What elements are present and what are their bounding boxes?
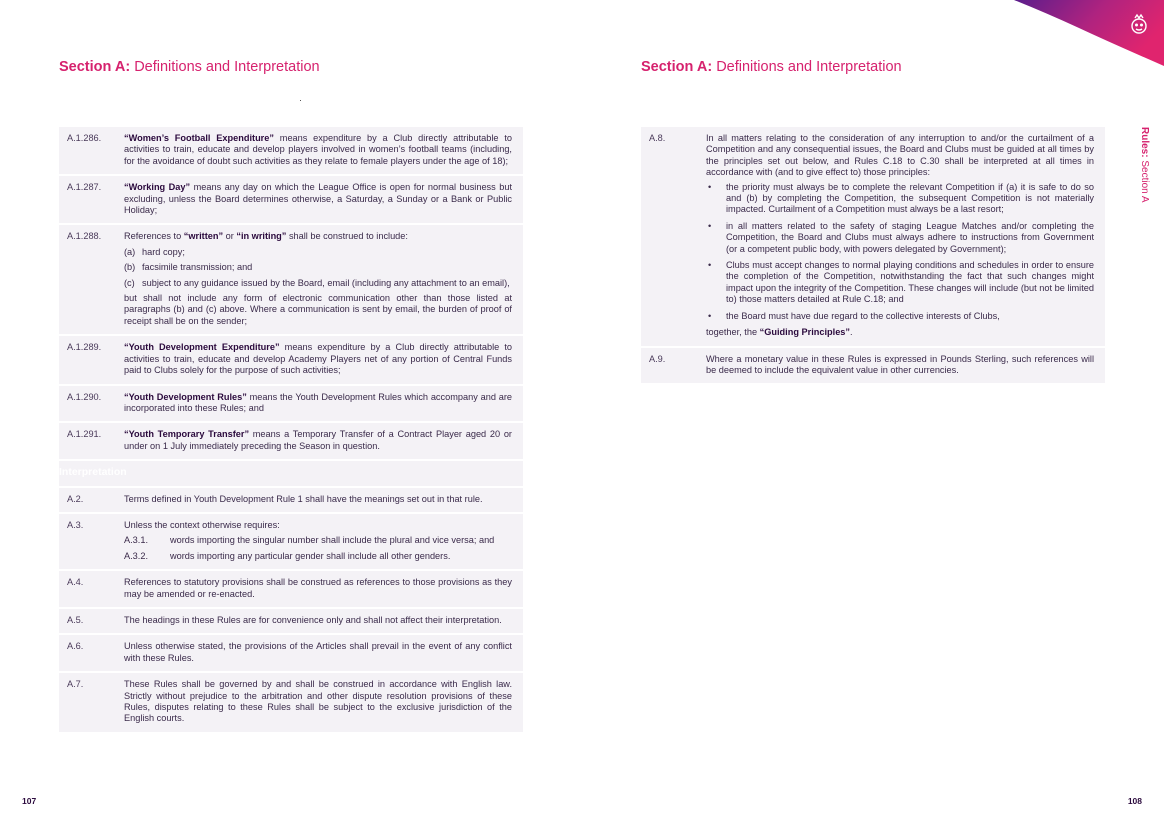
rule-text: The headings in these Rules are for convenience only and shall not affect their interpretation. bbox=[124, 609, 523, 635]
table-row bbox=[59, 673, 523, 734]
rule-number: A.1.290. bbox=[59, 386, 124, 424]
rule-text: “Youth Development Expenditure” means expenditure by a Club directly attributable to activities to train, educate and develop Academy Players net of any portion of Central Funds paid to Clubs solely for the purpose of such activities; bbox=[124, 336, 523, 385]
interpretation-title: Interpretation bbox=[59, 461, 523, 487]
rule-number: A.1.291. bbox=[59, 423, 124, 461]
right-page bbox=[582, 0, 1164, 825]
rule-text: In all matters relating to the consideration of any interruption to and/or the curtailment of a Competition and any consequential issues, the Board and Clubs must be guided at all times by the principles set out below, and Rules C.18 to C.30 shall be interpreted at all times in accordance with (and to give effect to) those principles: • the priority must always be to complete the relevant Competition if (a) it is safe to do so and (b) by completing the Competition, the subsequent Competition is not materially impacted. Curtailment of a Competition must always be a last resort; • in all matters related to the safety of staging League Matches and/or completing the Competition, the Board and Clubs must always adhere to instructions from Government (or a competent public body, with powers delegated by Government); • Clubs must accept changes to normal playing conditions and schedules in order to ensure the completion of the Competition, notwithstanding the fact that such changes might impact upon the integrity of the Competition. These changes will include (but not be limited to) those matters detailed at Rule C.18; and • the Board must have due regard to the collective interests of Clubs, together, the “Guiding Principles”. bbox=[706, 127, 1105, 348]
rule-number: A.7. bbox=[59, 673, 124, 734]
table-row bbox=[59, 571, 523, 609]
definitions-table bbox=[59, 127, 523, 734]
rule-number: A.1.286. bbox=[59, 127, 124, 176]
table-row bbox=[59, 514, 523, 571]
rule-number: A.2. bbox=[59, 488, 124, 514]
table-row bbox=[59, 488, 523, 514]
rule-number: A.1.288. bbox=[59, 225, 124, 336]
brand-swoosh bbox=[1014, 0, 1164, 70]
rule-number: A.6. bbox=[59, 635, 124, 673]
rule-text: “Youth Development Rules” means the Youth Development Rules which accompany and are incorporated into these Rules; and bbox=[124, 386, 523, 424]
principles-list bbox=[706, 182, 1094, 322]
rule-text: These Rules shall be governed by and shall be construed in accordance with English law. Strictly without prejudice to the arbitration and other dispute resolution provisions of these Rules, disputes relating to these Rules shall be subject to the exclusive jurisdiction of the English courts. bbox=[124, 673, 523, 734]
rule-text: Terms defined in Youth Development Rule 1 shall have the meanings set out in that rule. bbox=[124, 488, 523, 514]
rule-number: A.4. bbox=[59, 571, 124, 609]
rule-text: “Youth Temporary Transfer” means a Temporary Transfer of a Contract Player aged 20 or under on 1 July immediately preceding the Season in question. bbox=[124, 423, 523, 461]
rule-text: Where a monetary value in these Rules is expressed in Pounds Sterling, such references will be deemed to include the equivalent value in other currencies. bbox=[706, 348, 1105, 386]
list-item: (b) facsimile transmission; and bbox=[124, 262, 253, 273]
page-number: 108 bbox=[1127, 796, 1142, 806]
list-item: A.3.2. words importing any particular gender shall include all other genders. bbox=[124, 550, 451, 561]
rule-text: “Working Day” means any day on which the League Office is open for normal business but excluding, unless the Board determines otherwise, a Saturday, a Sunday or a Bank or Public Holiday; bbox=[124, 176, 523, 225]
table-row bbox=[59, 225, 523, 336]
table-row bbox=[59, 423, 523, 461]
table-row bbox=[641, 127, 1105, 348]
list-item: (c) subject to any guidance issued by the Board, email (including any attachment to an email), bbox=[124, 277, 510, 288]
rule-text: “Women’s Football Expenditure” means expenditure by a Club directly attributable to activities to train, educate and develop players involved in women’s football teams (including, for the avoidance of doubt such activities as they relate to female players under the age of 18); bbox=[124, 127, 523, 176]
rule-number: A.1.289. bbox=[59, 336, 124, 385]
list-item: • Clubs must accept changes to normal playing conditions and schedules in order to ensure the completion of the Competition, notwithstanding the fact that such changes might impact upon the integrity of the Competition. These changes will include (but not be limited to) those matters detailed at Rule C.18; and bbox=[726, 260, 1094, 306]
rule-number: A.3. bbox=[59, 514, 124, 571]
rule-number: A.1.287. bbox=[59, 176, 124, 225]
rule-text: References to statutory provisions shall be construed as references to those provisions as they may be amended or re-enacted. bbox=[124, 571, 523, 609]
rule-text: Unless the context otherwise requires: A.3.1. words importing the singular number shall include the plural and vice versa; and A.3.2. words importing any particular gender shall include all other genders. bbox=[124, 514, 523, 571]
table-row bbox=[641, 348, 1105, 386]
page-number: 107 bbox=[22, 796, 37, 806]
list-item: • in all matters related to the safety of staging League Matches and/or completing the Competition, the Board and Clubs must always adhere to instructions from Government (or a competent public body, with powers delegated by Government); bbox=[726, 221, 1094, 255]
side-tab: Rules: Section A bbox=[1139, 127, 1150, 203]
interpretation-table bbox=[641, 127, 1105, 385]
table-row bbox=[59, 386, 523, 424]
rule-text: Unless otherwise stated, the provisions of the Articles shall prevail in the event of any conflict with these Rules. bbox=[124, 635, 523, 673]
list-item: • the Board must have due regard to the collective interests of Clubs, bbox=[726, 311, 1094, 322]
page-title: Section A: Definitions and Interpretation bbox=[641, 59, 902, 75]
list-item: A.3.1. words importing the singular number shall include the plural and vice versa; and bbox=[124, 535, 495, 546]
rule-text: References to “written” or “in writing” shall be construed to include: (a) hard copy; (b) facsimile transmission; and (c) subject to any guidance issued by the Board, email (including any attachment to an email), but shall not include any form of electronic communication other than those listed at paragraphs (b) and (c) above. Where a communication is sent by email, the burden of proof of receipt shall be on the sender; bbox=[124, 225, 523, 336]
table-row bbox=[59, 635, 523, 673]
page-title: Section A: Definitions and Interpretation bbox=[59, 59, 320, 75]
rule-number: A.9. bbox=[641, 348, 706, 386]
rule-number: A.5. bbox=[59, 609, 124, 635]
table-row bbox=[59, 127, 523, 176]
section-header bbox=[59, 461, 523, 487]
list-item: (a) hard copy; bbox=[124, 246, 185, 257]
table-row bbox=[59, 336, 523, 385]
list-item: • the priority must always be to complete the relevant Competition if (a) it is safe to do so and (b) by completing the Competition, the subsequent Competition is not materially impacted. Curtailment of a Competition must always be a last resort; bbox=[726, 182, 1094, 216]
stray-dot bbox=[300, 100, 301, 101]
table-row bbox=[59, 176, 523, 225]
table-row bbox=[59, 609, 523, 635]
rule-number: A.8. bbox=[641, 127, 706, 348]
